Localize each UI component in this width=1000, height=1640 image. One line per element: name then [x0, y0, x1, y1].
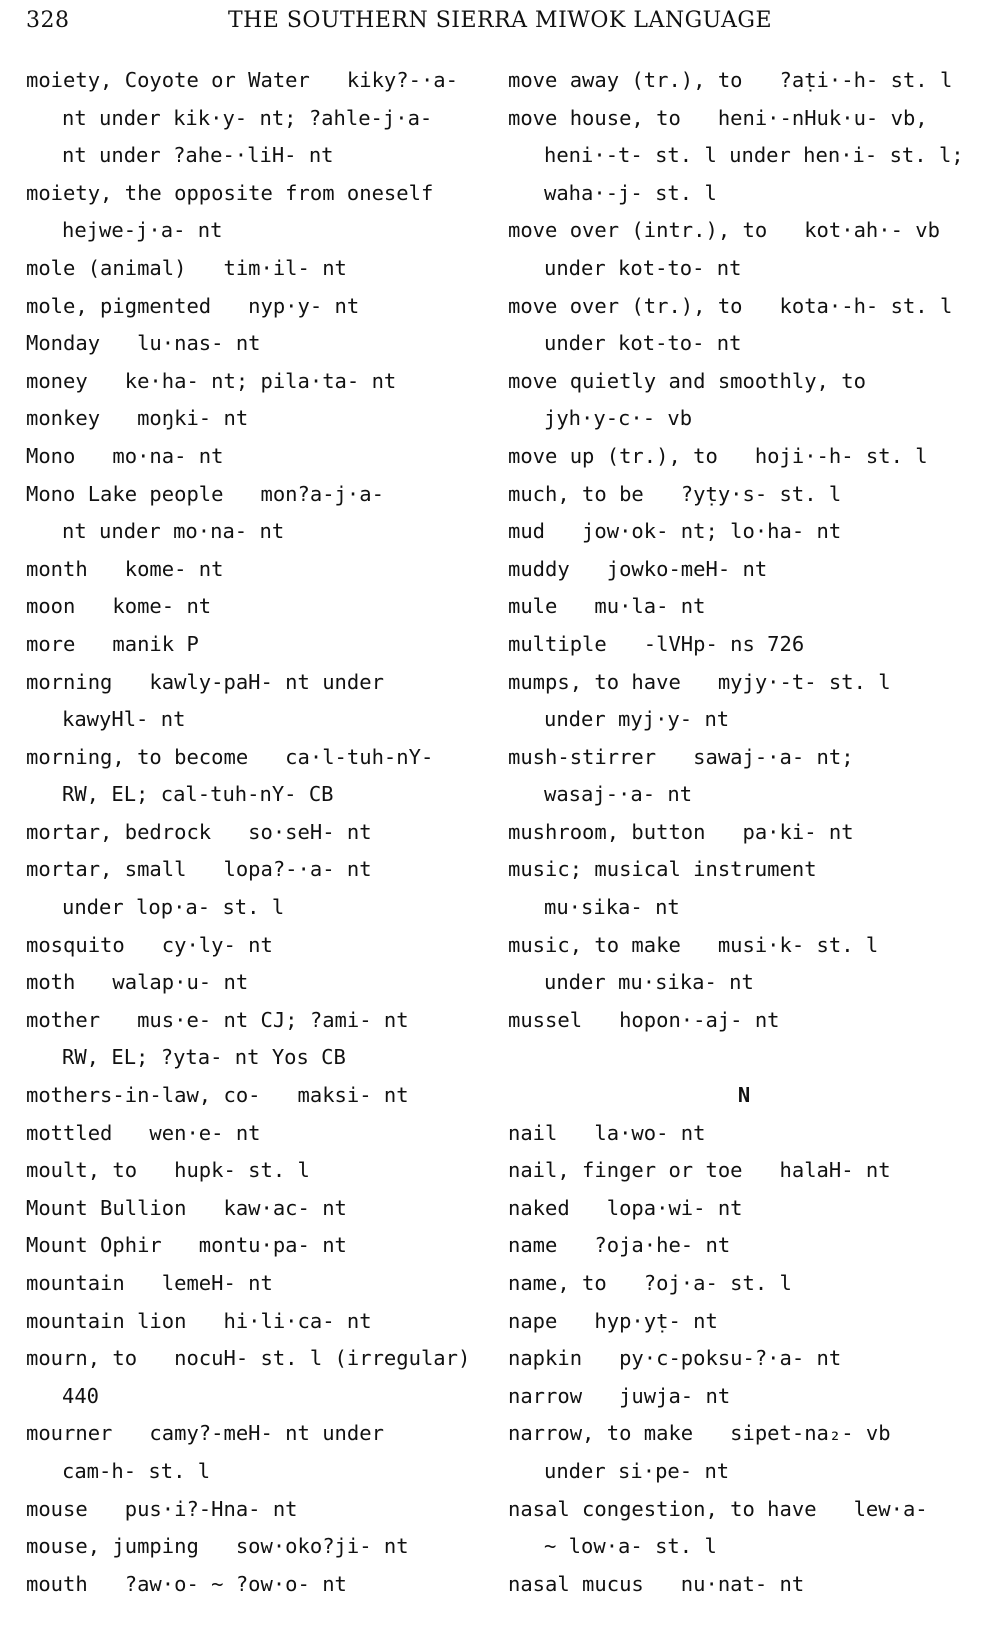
dictionary-entry: nasal mucus nu·nat- nt: [508, 1571, 805, 1596]
dictionary-entry: money ke·ha- nt; pila·ta- nt: [26, 368, 397, 393]
dictionary-entry: music; musical instrument: [508, 857, 817, 882]
entry-continuation: nt under ?ahe-·liH- nt: [62, 143, 334, 168]
entry-continuation: waha·-j- st. l: [544, 180, 717, 205]
entry-continuation: under mu·sika- nt: [544, 970, 754, 995]
entry-continuation: nt under kik·y- nt; ?ahle-j·a-: [62, 105, 433, 130]
dictionary-entry: month kome- nt: [26, 556, 224, 581]
dictionary-entry: mortar, small lopa?-·a- nt: [26, 857, 372, 882]
dictionary-entry: muddy jowko-meH- nt: [508, 556, 768, 581]
dictionary-entry: Mono mo·na- nt: [26, 443, 224, 468]
dictionary-entry: napkin py·c-poksu-?·a- nt: [508, 1346, 842, 1371]
entry-continuation: under kot-to- nt: [544, 255, 742, 280]
dictionary-entry: mottled wen·e- nt: [26, 1120, 261, 1145]
dictionary-entry: nape hyp·yṭ- nt: [508, 1308, 718, 1333]
running-head: THE SOUTHERN SIERRA MIWOK LANGUAGE: [227, 8, 773, 33]
dictionary-entry: morning, to become ca·l-tuh-nY-: [26, 744, 434, 769]
dictionary-entry: name, to ?oj·a- st. l: [508, 1271, 792, 1295]
dictionary-entry: name ?oja·he- nt: [508, 1233, 731, 1258]
dictionary-entry: move over (intr.), to kot·ah·- vb: [508, 218, 940, 243]
dictionary-entry: mumps, to have myjy·-t- st. l: [508, 669, 891, 694]
dictionary-entry: moult, to hupk- st. l: [26, 1158, 310, 1183]
entry-continuation: under lop·a- st. l: [62, 895, 285, 920]
page-header: [26, 8, 974, 38]
entry-continuation: RW, EL; cal-tuh-nY- CB: [62, 782, 334, 807]
dictionary-entry: narrow, to make sipet-na₂- vb: [508, 1421, 891, 1446]
dictionary-entry: move over (tr.), to kota·-h- st. l: [508, 293, 953, 318]
dictionary-entry: naked lopa·wi- nt: [508, 1195, 743, 1220]
dictionary-entry: mouth ?aw·o- ~ ?ow·o- nt: [26, 1571, 347, 1596]
dictionary-entry: [508, 1039, 980, 1077]
dictionary-entry: Monday lu·nas- nt: [26, 331, 261, 356]
entry-continuation: wasaj-·a- nt: [544, 782, 693, 807]
entry-continuation: under myj·y- nt: [544, 707, 730, 732]
dictionary-entry: mussel hopon·-aj- nt: [508, 1007, 780, 1032]
entry-continuation: heni·-t- st. l under hen·i- st. l;: [544, 143, 964, 168]
dictionary-entry: mule mu·la- nt: [508, 594, 706, 619]
dictionary-entry: multiple -lVHp- ns 726: [508, 631, 805, 656]
entry-continuation: hejwe-j·a- nt: [62, 218, 223, 243]
dictionary-entry: mother mus·e- nt CJ; ?ami- nt: [26, 1007, 409, 1032]
entry-continuation: nt under mo·na- nt: [62, 519, 285, 544]
section-letter-heading: N: [737, 1083, 751, 1108]
dictionary-entry: morning kawly-paH- nt under: [26, 669, 384, 694]
entry-continuation: cam-h- st. l: [62, 1458, 211, 1483]
dictionary-entry: Mount Bullion kaw·ac- nt: [26, 1195, 347, 1220]
entry-continuation: kawyHl- nt: [62, 707, 186, 732]
dictionary-entry: mothers-in-law, co- maksi- nt: [26, 1083, 409, 1108]
dictionary-entry: narrow juwja- nt: [508, 1383, 731, 1408]
dictionary-entry: mountain lemeH- nt: [26, 1271, 273, 1295]
dictionary-entry: move up (tr.), to hoji·-h- st. l: [508, 443, 928, 468]
dictionary-entry: more manik P: [26, 631, 199, 656]
dictionary-entry: Mount Ophir montu·pa- nt: [26, 1233, 347, 1258]
left-column: [26, 62, 496, 1603]
dictionary-entry: mosquito cy·ly- nt: [26, 932, 273, 957]
dictionary-entry: move quietly and smoothly, to: [508, 368, 866, 393]
dictionary-entry: mourner camy?-meH- nt under: [26, 1421, 384, 1446]
dictionary-entry: moiety, Coyote or Water kiky?-·a-: [26, 68, 458, 92]
dictionary-entry: moth walap·u- nt: [26, 970, 249, 995]
dictionary-entry: nasal congestion, to have lew·a-: [508, 1496, 928, 1521]
entry-continuation: mu·sika- nt: [544, 895, 680, 920]
entry-continuation: ~ low·a- st. l: [544, 1534, 717, 1559]
entry-continuation: 440: [62, 1383, 100, 1408]
dictionary-entry: nail, finger or toe halaH- nt: [508, 1158, 891, 1183]
dictionary-entry: mud jow·ok- nt; lo·ha- nt: [508, 519, 842, 544]
entry-continuation: RW, EL; ?yta- nt Yos CB: [62, 1045, 346, 1070]
dictionary-entry: move away (tr.), to ?aṭi·-h- st. l: [508, 68, 953, 92]
entry-continuation: jyh·y-c·- vb: [544, 406, 693, 431]
dictionary-entry: move house, to heni·-nHuk·u- vb,: [508, 105, 928, 130]
right-column: [508, 62, 980, 1603]
dictionary-entry: mushroom, button pa·ki- nt: [508, 819, 854, 844]
dictionary-entry: mountain lion hi·li·ca- nt: [26, 1308, 372, 1333]
dictionary-entry: monkey moŋki- nt: [26, 406, 249, 431]
dictionary-entry: mouse pus·i?-Hna- nt: [26, 1496, 298, 1521]
dictionary-entry: mole, pigmented nyp·y- nt: [26, 293, 360, 318]
dictionary-entry: mouse, jumping sow·oko?ji- nt: [26, 1534, 409, 1559]
dictionary-entry: mush-stirrer sawaj-·a- nt;: [508, 744, 854, 769]
entry-continuation: under si·pe- nt: [544, 1458, 730, 1483]
dictionary-entry: moiety, the opposite from oneself: [26, 180, 434, 205]
dictionary-entry: mortar, bedrock so·seH- nt: [26, 819, 372, 844]
dictionary-entry: much, to be ?yṭy·s- st. l: [508, 481, 842, 506]
page-number: 328: [26, 8, 70, 33]
dictionary-entry: music, to make musi·k- st. l: [508, 932, 879, 957]
dictionary-entry: mole (animal) tim·il- nt: [26, 255, 347, 280]
dictionary-entry: Mono Lake people mon?a-j·a-: [26, 481, 384, 506]
entry-continuation: under kot-to- nt: [544, 331, 742, 356]
dictionary-entry: mourn, to nocuH- st. l (irregular): [26, 1346, 471, 1371]
dictionary-entry: moon kome- nt: [26, 594, 212, 619]
dictionary-entry: nail la·wo- nt: [508, 1120, 706, 1145]
